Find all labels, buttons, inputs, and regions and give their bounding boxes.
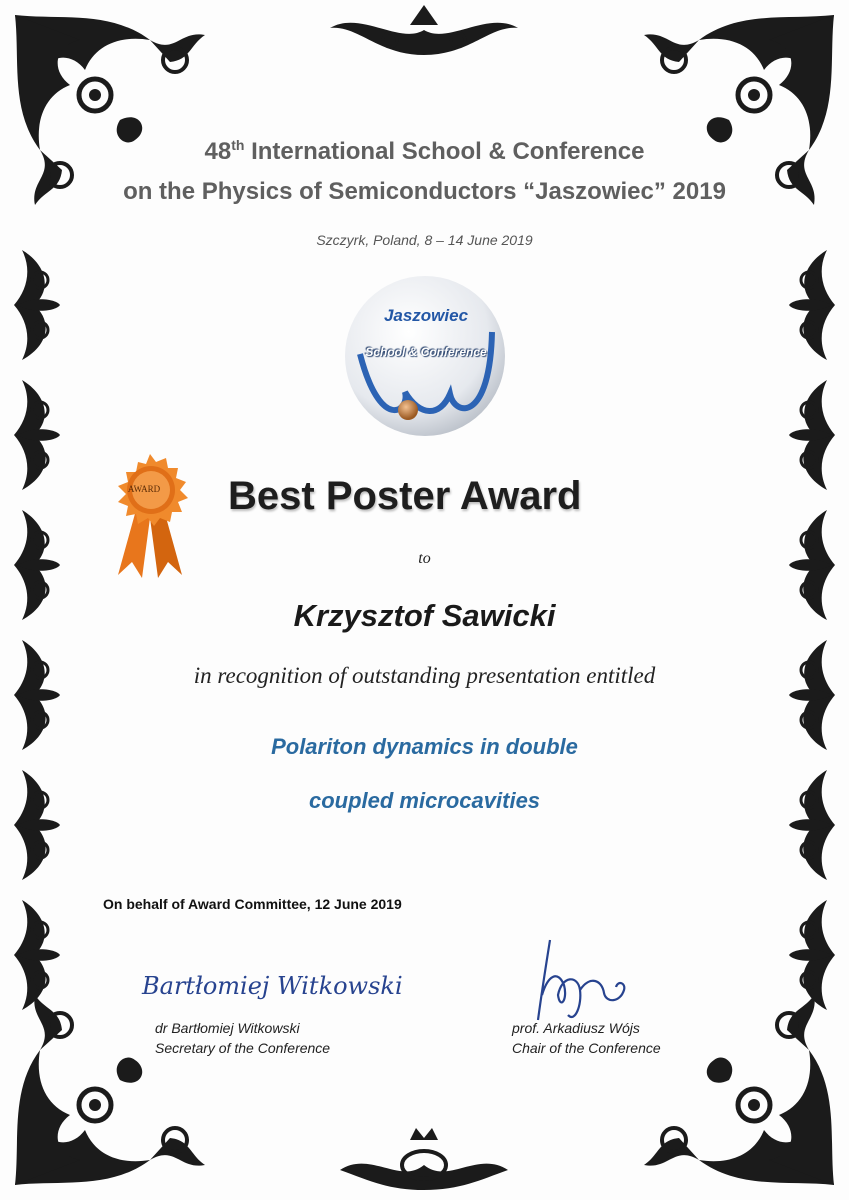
- signatory-2-role: Chair of the Conference: [512, 1040, 661, 1056]
- edition-number: 48: [204, 138, 232, 165]
- recipient-name: Krzysztof Sawicki: [293, 598, 556, 633]
- presentation-title-line1: Polariton dynamics in double: [271, 734, 578, 759]
- rosette-label: AWARD: [127, 484, 161, 494]
- signature-wojs: [520, 935, 650, 1025]
- award-title-text: Best Poster Award: [228, 474, 582, 518]
- presentation-title-line2: coupled microcavities: [308, 788, 541, 813]
- title-line1-text: International School & Conference: [244, 138, 645, 165]
- signature-witkowski: Bartłomiej Witkowski: [142, 972, 403, 1000]
- place-date: Szczyrk, Poland, 8 – 14 June 2019: [316, 232, 533, 248]
- conference-title-line2: on the Physics of Semiconductors “Jaszowiec” 2019: [123, 178, 726, 205]
- conference-title-line1: [0, 136, 849, 168]
- recognition-text: in recognition of outstanding presentation entitled: [193, 663, 656, 688]
- committee-statement: On behalf of Award Committee, 12 June 2019: [103, 896, 402, 912]
- signatory-1: [155, 1018, 330, 1058]
- award-title: [228, 474, 648, 519]
- signatory-2: [512, 1018, 661, 1058]
- signatory-1-name: dr Bartłomiej Witkowski: [155, 1020, 300, 1036]
- signatory-1-role: Secretary of the Conference: [155, 1040, 331, 1056]
- signatory-2-name: prof. Arkadiusz Wójs: [512, 1020, 640, 1036]
- edition-suffix: th: [231, 137, 245, 153]
- to-word: to: [418, 550, 431, 567]
- logo-name: Jaszowiec: [383, 306, 469, 325]
- logo-subtitle: School & Conference: [365, 345, 487, 359]
